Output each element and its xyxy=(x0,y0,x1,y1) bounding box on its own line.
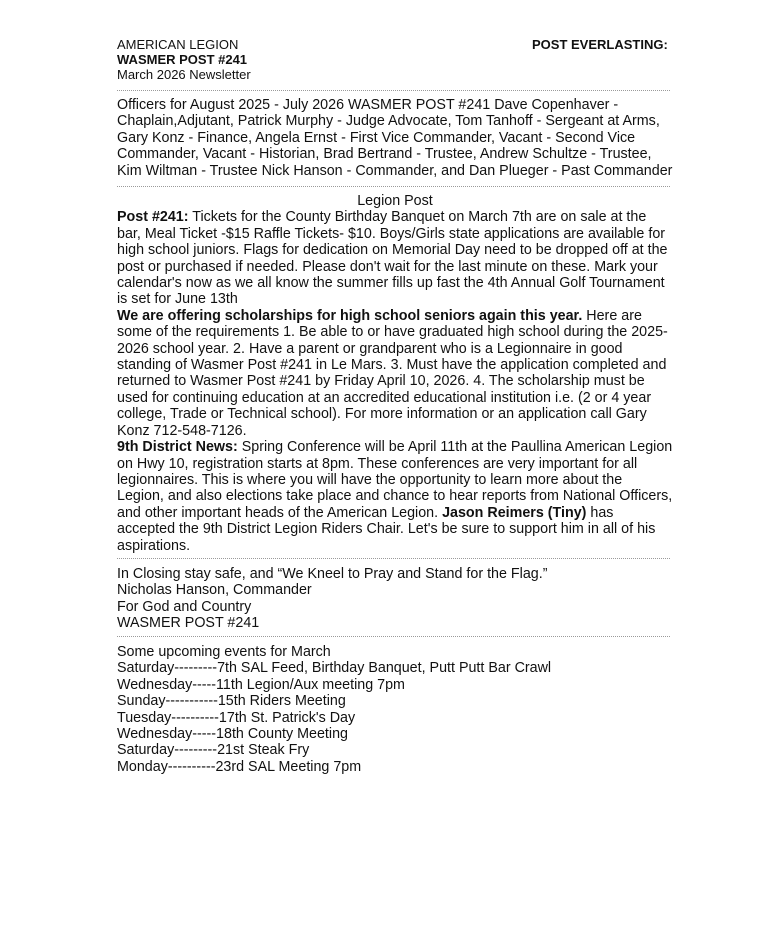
officers-paragraph: Officers for August 2025 - July 2026 WASMER POST #241 Dave Copenhaver - Chaplain,Adjutant, Patrick Murphy - Judge Advocate, Tom Tanhoff - Sergeant at Arms, Gary Konz - Finance, Angela Ernst - First Vice Commander, Vacant - Second Vice Commander, Vacant - Historian, Brad Bertrand - Trustee, Andrew Schultze - Trustee, Kim Wiltman - Trustee Nick Hanson - Commander, and Dan Plueger - Past Commander xyxy=(117,97,673,179)
scholarship-paragraph xyxy=(117,308,673,439)
event-item: Wednesday-----18th County Meeting xyxy=(117,726,348,743)
event-item: Saturday---------21st Steak Fry xyxy=(117,742,310,759)
paragraph-text: Tickets for the County Birthday Banquet on March 7th are on sale at the bar, Meal Ticket -$15 Raffle Tickets- $10. Boys/Girls state applications are available for high school juniors. Flags for dedication on Memorial Day need to be dropped off at the post or purchased if needed. Please don't wait for the last minute on these. Mark your calendar's now as we all know the summer fills up fast the 4th Annual Golf Tournament is set for June 13th xyxy=(117,209,668,308)
event-item: Sunday-----------15th Riders Meeting xyxy=(117,693,346,710)
paragraph-text: has accepted the 9th District Legion Riders Chair. Let's be sure to support him in all of his aspirations. xyxy=(117,504,656,554)
masthead xyxy=(117,37,251,82)
paragraph-label: We are offering scholarships for high school seniors again this year. xyxy=(117,307,583,324)
event-item: Saturday---------7th SAL Feed, Birthday Banquet, Putt Putt Bar Crawl xyxy=(117,660,552,677)
post-name: WASMER POST #241 xyxy=(117,52,248,67)
events-section xyxy=(117,644,673,775)
member-name: Jason Reimers (Tiny) xyxy=(442,504,587,521)
post-everlasting-title: POST EVERLASTING: xyxy=(532,37,668,52)
events-heading: Some upcoming events for March xyxy=(117,644,331,660)
legion-post-section xyxy=(117,193,673,554)
paragraph-text: Here are some of the requirements 1. Be able to or have graduated high school during the 2025-2026 school year. 2. Have a parent or grandparent who is a Legionnaire in good standing of Wasmer Post #241 in Le Mars. 3. Must have the application completed and returned to Wasmer Post #241 by Friday April 10, 2026. 4. The scholarship must be used for continuing education at an accredited educational institution i.e. (2 or 4 year college, Trade or Technical school). For more information or an application call Gary Konz 712-548-7126. xyxy=(117,307,668,439)
paragraph-label: Post #241: xyxy=(117,209,189,226)
paragraph-text: Spring Conference will be April 11th at the Paullina American Legion on Hwy 10, registration starts at 8pm. These conferences are very important for all legionnaires. This is where you will have the opportunity to learn more about the Legion, and also elections take place and chance to hear reports from National Officers, and other important heads of the American Legion. xyxy=(117,439,673,521)
divider xyxy=(117,186,670,187)
divider xyxy=(117,90,670,91)
event-item: Wednesday-----11th Legion/Aux meeting 7pm xyxy=(117,676,405,693)
closing-section xyxy=(117,566,673,632)
closing-line: In Closing stay safe, and “We Kneel to Pray and Stand for the Flag.” xyxy=(117,566,548,582)
issue-title: March 2026 Newsletter xyxy=(117,67,251,82)
event-item: Tuesday----------17th St. Patrick's Day xyxy=(117,709,356,726)
post-241-paragraph xyxy=(117,209,673,307)
event-item: Monday----------23rd SAL Meeting 7pm xyxy=(117,758,362,775)
paragraph-label: 9th District News: xyxy=(117,439,238,456)
divider xyxy=(117,558,670,559)
closing-line: Nicholas Hanson, Commander xyxy=(117,582,312,599)
section-heading: Legion Post xyxy=(357,193,433,209)
org-name: AMERICAN LEGION xyxy=(117,37,239,52)
divider xyxy=(117,636,670,637)
closing-line: For God and Country xyxy=(117,598,252,615)
closing-line: WASMER POST #241 xyxy=(117,615,260,632)
district-news-paragraph xyxy=(117,439,673,554)
